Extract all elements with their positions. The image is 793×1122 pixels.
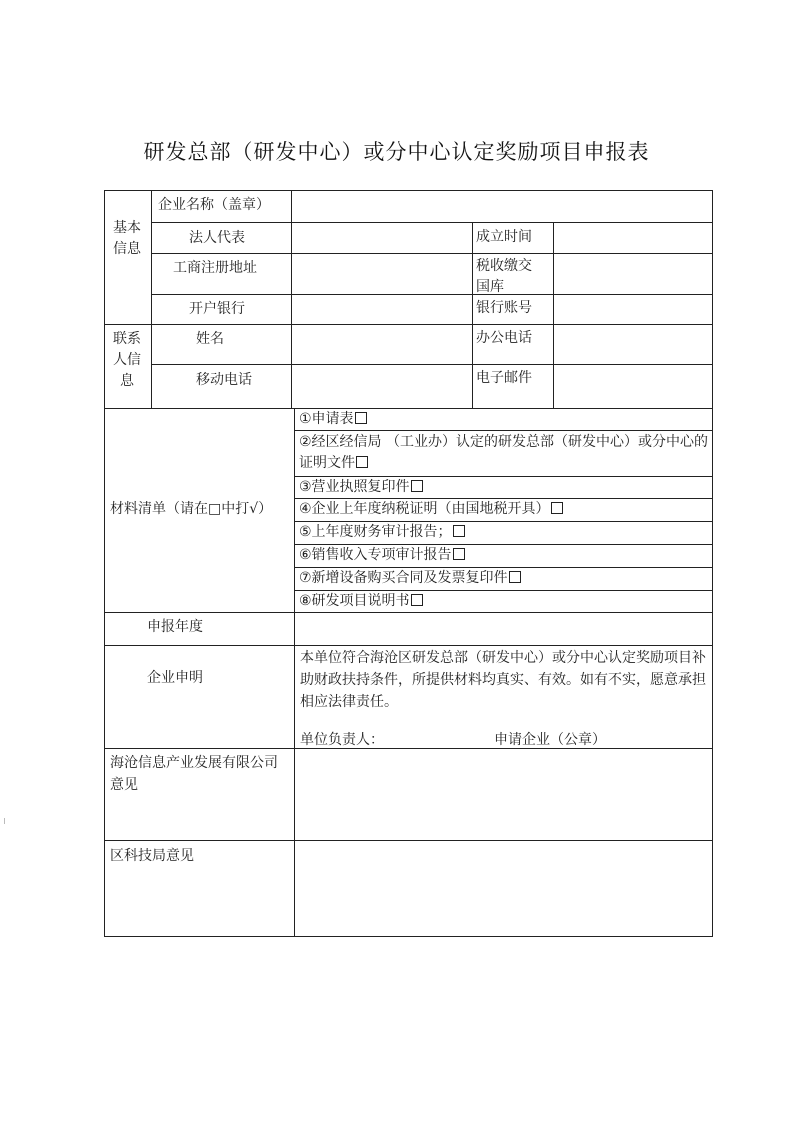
checkbox[interactable] — [356, 456, 368, 468]
checkbox[interactable] — [411, 594, 423, 606]
border-bottom — [104, 936, 713, 937]
checkbox[interactable] — [411, 480, 423, 492]
office-phone-field[interactable] — [554, 325, 712, 364]
material-item-3[interactable]: ③营业执照复印件 — [299, 477, 423, 498]
legal-rep-field[interactable] — [292, 223, 472, 253]
reg-address-field[interactable] — [292, 254, 472, 294]
declare-year-field[interactable] — [295, 613, 712, 645]
material-item-5[interactable]: ⑤上年度财务审计报告； — [299, 522, 465, 543]
section-divider — [104, 645, 713, 646]
contact-name-field[interactable] — [292, 325, 472, 364]
opinion-bureau-label: 区科技局意见 — [110, 848, 194, 864]
mobile-label: 移动电话 — [196, 372, 252, 388]
border-left — [104, 190, 105, 937]
bank-field[interactable] — [292, 295, 472, 324]
checkbox[interactable] — [551, 502, 563, 514]
checkbox[interactable] — [509, 571, 521, 583]
contact-group-label: 联系 人信 息 — [113, 331, 141, 389]
bank-label: 开户银行 — [189, 301, 245, 317]
company-name-label: 企业名称（盖章） — [158, 197, 270, 213]
tax-treasury-field[interactable] — [554, 254, 712, 294]
company-name-field[interactable] — [292, 191, 712, 222]
reg-address-label: 工商注册地址 — [173, 260, 257, 276]
basic-group-label: 基本 信息 — [113, 220, 141, 257]
tax-treasury-label: 税收缴交 国库 — [476, 258, 532, 295]
checkbox[interactable] — [453, 525, 465, 537]
checkbox[interactable] — [453, 548, 465, 560]
applicant-seal-label: 申请企业（公章） — [494, 732, 606, 748]
opinion-company-field[interactable] — [295, 749, 712, 840]
material-item-4[interactable]: ④企业上年度纳税证明（由国地税开具） — [299, 499, 563, 520]
account-field[interactable] — [554, 295, 712, 324]
office-phone-label: 办公电话 — [476, 330, 532, 346]
opinion-company-label: 海沧信息产业发展有限公司意见 — [110, 755, 278, 793]
email-label: 电子邮件 — [476, 370, 532, 386]
legal-rep-label: 法人代表 — [189, 230, 245, 246]
signer-label: 单位负责人： — [300, 732, 384, 748]
established-field[interactable] — [554, 223, 712, 253]
section-divider — [104, 408, 713, 409]
email-field[interactable] — [554, 365, 712, 408]
material-item-6[interactable]: ⑥销售收入专项审计报告 — [299, 545, 465, 566]
material-item-2[interactable]: ②经区经信局 （工业办）认定的研发总部（研发中心）或分中心的证明文件 — [299, 434, 708, 471]
account-label: 银行账号 — [476, 300, 532, 316]
declare-year-label: 申报年度 — [147, 619, 203, 635]
established-label: 成立时间 — [476, 229, 532, 245]
material-item-1[interactable]: ①申请表 — [299, 409, 367, 430]
statement-label: 企业申明 — [147, 670, 203, 686]
mobile-field[interactable] — [292, 365, 472, 408]
scan-mark — [4, 818, 5, 824]
contact-name-label: 姓名 — [196, 331, 224, 347]
materials-label: 材料清单（请在□中打√） — [110, 501, 273, 517]
checkbox[interactable] — [355, 412, 367, 424]
material-item-8[interactable]: ⑧研发项目说明书 — [299, 591, 423, 612]
border-right — [712, 190, 713, 937]
form-title: 研发总部（研发中心）或分中心认定奖励项目申报表 — [143, 140, 650, 164]
statement-text: 本单位符合海沧区研发总部（研发中心）或分中心认定奖励项目补助财政扶持条件，所提供材料均真实、有效。如有不实，愿意承担相应法律责任。 — [300, 650, 706, 710]
opinion-bureau-field[interactable] — [295, 841, 712, 936]
material-item-7[interactable]: ⑦新增设备购买合同及发票复印件 — [299, 568, 521, 589]
